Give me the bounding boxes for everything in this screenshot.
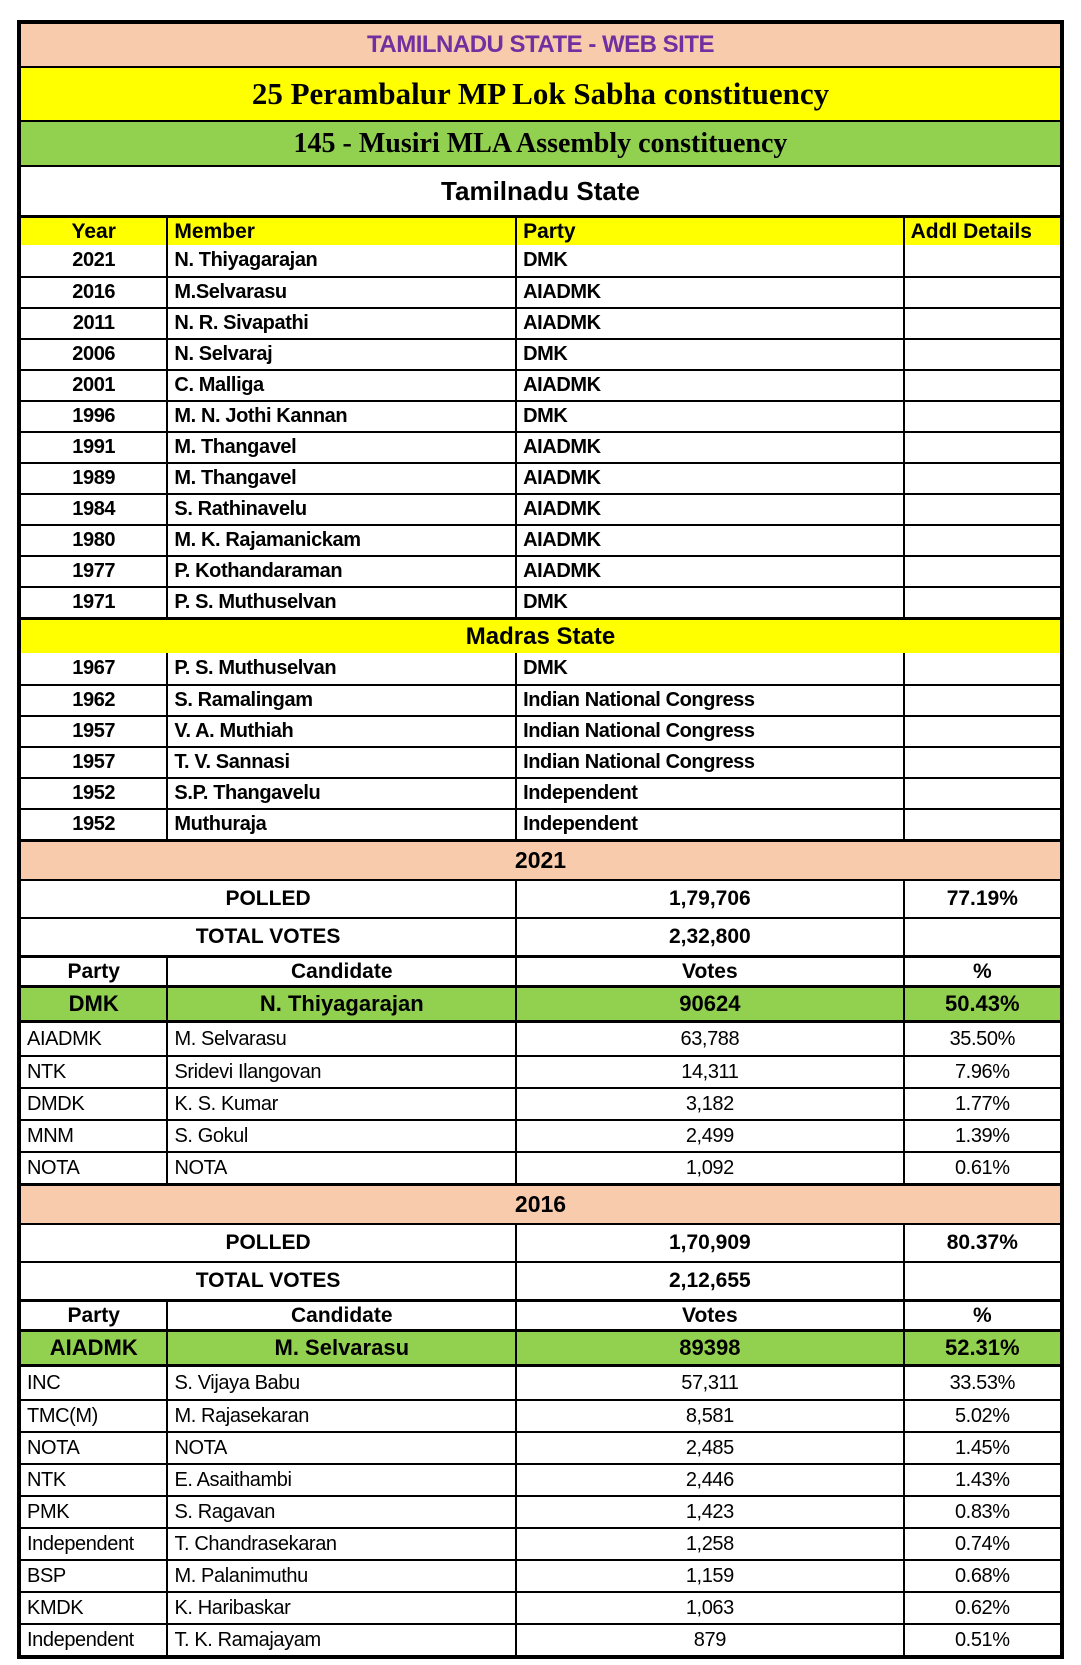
election-2021-banner <box>21 839 1060 879</box>
mp-constituency-title: 25 Perambalur MP Lok Sabha constituency <box>251 76 830 111</box>
addl-details-cell <box>903 278 1060 307</box>
votes-cell: 1,258 <box>515 1529 902 1559</box>
percent-cell: 0.62% <box>903 1593 1060 1623</box>
history-row <box>21 777 1060 808</box>
member-cell: M. Thangavel <box>166 433 515 462</box>
votes-cell: 1,159 <box>515 1561 902 1591</box>
party-cell: Independent <box>515 779 903 808</box>
percent-column-header: % <box>903 958 1060 985</box>
party-column-header: Party <box>67 959 120 983</box>
party-cell: MNM <box>27 1124 74 1147</box>
party-cell: DMK <box>515 653 903 684</box>
member-cell: P. S. Muthuselvan <box>166 653 515 684</box>
result-row <box>21 1055 1060 1087</box>
year-cell: 1996 <box>72 405 116 427</box>
polled-percent: 77.19% <box>903 881 1060 917</box>
year-cell: 1952 <box>72 813 116 835</box>
year-cell: 2011 <box>72 312 115 334</box>
member-cell: M. K. Rajamanickam <box>166 526 515 555</box>
party-cell: AIADMK <box>515 557 903 586</box>
member-cell: M. N. Jothi Kannan <box>166 402 515 431</box>
candidate-cell: S. Gokul <box>166 1121 515 1151</box>
party-cell: AIADMK <box>515 278 903 307</box>
candidate-cell: M. Palanimuthu <box>166 1561 515 1591</box>
member-cell: T. V. Sannasi <box>166 748 515 777</box>
total-votes-value: 2,12,655 <box>515 1263 903 1299</box>
party-column-header: Party <box>67 1303 120 1327</box>
mla-constituency-banner <box>21 120 1060 165</box>
history-row <box>21 369 1060 400</box>
party-cell: NTK <box>27 1468 66 1491</box>
votes-column-header: Votes <box>515 1302 903 1329</box>
candidate-cell: M. Selvarasu <box>166 1023 515 1055</box>
member-cell: N. Selvaraj <box>166 340 515 369</box>
history-row <box>21 524 1060 555</box>
party-cell: AIADMK <box>515 309 903 338</box>
history-row <box>21 431 1060 462</box>
year-cell: 1977 <box>72 560 116 582</box>
votes-cell: 63,788 <box>515 1023 902 1055</box>
member-cell: P. S. Muthuselvan <box>166 588 515 617</box>
year-cell: 1971 <box>72 591 116 613</box>
total-votes-row <box>21 917 1060 955</box>
result-row <box>21 1527 1060 1559</box>
addl-details-cell <box>903 309 1060 338</box>
party-cell: Independent <box>27 1532 134 1555</box>
history-row <box>21 400 1060 431</box>
candidate-cell: E. Asaithambi <box>166 1465 515 1495</box>
addl-details-cell <box>903 653 1060 684</box>
member-cell: V. A. Muthiah <box>166 717 515 746</box>
addl-details-column-header: Addl Details <box>903 218 1060 245</box>
mp-constituency-banner <box>21 66 1060 120</box>
history-row <box>21 276 1060 307</box>
votes-cell: 1,423 <box>515 1497 902 1527</box>
polled-label: POLLED <box>225 887 311 910</box>
winner-votes: 89398 <box>515 1332 903 1364</box>
result-row <box>21 1087 1060 1119</box>
year-cell: 1962 <box>72 689 116 711</box>
site-title-banner <box>21 24 1060 66</box>
results-rows-2016 <box>21 1367 1060 1655</box>
votes-cell: 1,092 <box>515 1153 902 1183</box>
addl-details-cell <box>903 245 1060 276</box>
votes-cell: 57,311 <box>515 1367 902 1399</box>
total-votes-value: 2,32,800 <box>515 919 903 955</box>
result-row <box>21 1023 1060 1055</box>
percent-cell: 1.77% <box>903 1089 1060 1119</box>
party-cell: Indian National Congress <box>515 717 903 746</box>
percent-column-header: % <box>903 1302 1060 1329</box>
member-cell: S.P. Thangavelu <box>166 779 515 808</box>
year-cell: 2006 <box>72 343 116 365</box>
candidate-cell: T. Chandrasekaran <box>166 1529 515 1559</box>
votes-cell: 8,581 <box>515 1401 902 1431</box>
party-cell: Independent <box>515 810 903 839</box>
mla-constituency-title: 145 - Musiri MLA Assembly constituency <box>293 127 788 159</box>
party-cell: AIADMK <box>515 495 903 524</box>
addl-details-cell <box>903 810 1060 839</box>
percent-cell: 1.43% <box>903 1465 1060 1495</box>
member-cell: C. Malliga <box>166 371 515 400</box>
polled-label: POLLED <box>225 1231 311 1254</box>
candidate-cell: K. S. Kumar <box>166 1089 515 1119</box>
candidate-cell: S. Ragavan <box>166 1497 515 1527</box>
votes-cell: 2,499 <box>515 1121 902 1151</box>
candidate-cell: NOTA <box>166 1153 515 1183</box>
total-votes-label: TOTAL VOTES <box>195 1269 341 1292</box>
history-row <box>21 653 1060 684</box>
history-row <box>21 245 1060 276</box>
winner-votes: 90624 <box>515 988 903 1020</box>
polled-votes: 1,70,909 <box>515 1225 903 1261</box>
site-title: TAMILNADU STATE - WEB SITE <box>367 31 714 58</box>
year-cell: 1984 <box>72 498 116 520</box>
history-row <box>21 338 1060 369</box>
election-2016-banner <box>21 1183 1060 1223</box>
party-cell: AIADMK <box>515 464 903 493</box>
result-row <box>21 1119 1060 1151</box>
history-row <box>21 307 1060 338</box>
year-cell: 1957 <box>72 720 116 742</box>
party-cell: AIADMK <box>27 1027 102 1050</box>
year-cell: 2021 <box>72 249 116 271</box>
history-row <box>21 684 1060 715</box>
winner-party: AIADMK <box>49 1335 138 1360</box>
percent-cell: 35.50% <box>903 1023 1060 1055</box>
candidate-column-header: Candidate <box>166 1302 515 1329</box>
history-row <box>21 586 1060 617</box>
winner-candidate: M. Selvarasu <box>166 1332 515 1364</box>
percent-cell: 33.53% <box>903 1367 1060 1399</box>
addl-details-cell <box>903 402 1060 431</box>
result-row <box>21 1559 1060 1591</box>
addl-details-cell <box>903 526 1060 555</box>
year-cell: 1991 <box>72 436 116 458</box>
member-cell: M.Selvarasu <box>166 278 515 307</box>
candidate-cell: S. Vijaya Babu <box>166 1367 515 1399</box>
madras-state-heading <box>21 617 1060 653</box>
party-column-header: Party <box>515 218 903 245</box>
total-votes-label: TOTAL VOTES <box>195 925 341 948</box>
votes-cell: 2,446 <box>515 1465 902 1495</box>
party-cell: Indian National Congress <box>515 748 903 777</box>
result-row <box>21 1591 1060 1623</box>
candidate-cell: T. K. Ramajayam <box>166 1625 515 1655</box>
results-column-header <box>21 1299 1060 1329</box>
member-cell: M. Thangavel <box>166 464 515 493</box>
result-row <box>21 1431 1060 1463</box>
tamilnadu-state-label: Tamilnadu State <box>441 175 640 206</box>
winner-percent: 50.43% <box>903 988 1060 1020</box>
election-year-label: 2021 <box>514 847 567 873</box>
year-cell: 1952 <box>72 782 116 804</box>
percent-cell: 0.83% <box>903 1497 1060 1527</box>
madras-history-rows <box>21 653 1060 839</box>
addl-details-cell <box>903 495 1060 524</box>
result-row <box>21 1399 1060 1431</box>
votes-cell: 1,063 <box>515 1593 902 1623</box>
member-cell: S. Rathinavelu <box>166 495 515 524</box>
winner-party: DMK <box>68 991 119 1016</box>
result-row <box>21 1463 1060 1495</box>
year-cell: 1989 <box>72 467 116 489</box>
party-cell: DMK <box>515 588 903 617</box>
party-cell: PMK <box>27 1500 70 1523</box>
result-row <box>21 1151 1060 1183</box>
percent-cell: 1.45% <box>903 1433 1060 1463</box>
candidate-cell: M. Rajasekaran <box>166 1401 515 1431</box>
polled-row <box>21 1223 1060 1261</box>
polled-row <box>21 879 1060 917</box>
votes-cell: 2,485 <box>515 1433 902 1463</box>
addl-details-cell <box>903 371 1060 400</box>
member-cell: N. R. Sivapathi <box>166 309 515 338</box>
madras-state-label: Madras State <box>465 622 616 650</box>
year-cell: 1980 <box>72 529 116 551</box>
percent-cell: 0.51% <box>903 1625 1060 1655</box>
history-row <box>21 493 1060 524</box>
history-row <box>21 808 1060 839</box>
history-row <box>21 715 1060 746</box>
results-column-header <box>21 955 1060 985</box>
year-cell: 1957 <box>72 751 116 773</box>
candidate-cell: K. Haribaskar <box>166 1593 515 1623</box>
tamilnadu-state-heading <box>21 165 1060 215</box>
year-cell: 2016 <box>72 281 116 303</box>
percent-cell: 0.68% <box>903 1561 1060 1591</box>
total-votes-row <box>21 1261 1060 1299</box>
member-column-header: Member <box>166 218 515 245</box>
winner-percent: 52.31% <box>903 1332 1060 1364</box>
election-year-label: 2016 <box>514 1191 567 1217</box>
result-row <box>21 1623 1060 1655</box>
year-cell: 2001 <box>72 374 116 396</box>
history-row <box>21 746 1060 777</box>
addl-details-cell <box>903 748 1060 777</box>
party-cell: Independent <box>27 1628 134 1651</box>
party-cell: AIADMK <box>515 526 903 555</box>
winner-row <box>21 985 1060 1023</box>
votes-column-header: Votes <box>515 958 903 985</box>
party-cell: AIADMK <box>515 433 903 462</box>
percent-cell: 0.74% <box>903 1529 1060 1559</box>
year-column-header: Year <box>71 219 116 243</box>
votes-cell: 3,182 <box>515 1089 902 1119</box>
history-row <box>21 555 1060 586</box>
party-cell: NTK <box>27 1060 66 1083</box>
addl-details-cell <box>903 433 1060 462</box>
total-votes-empty-cell <box>903 1263 1060 1299</box>
addl-details-cell <box>903 464 1060 493</box>
addl-details-cell <box>903 340 1060 369</box>
addl-details-cell <box>903 717 1060 746</box>
votes-cell: 14,311 <box>515 1057 902 1087</box>
votes-cell: 879 <box>515 1625 902 1655</box>
member-cell: N. Thiyagarajan <box>166 245 515 276</box>
party-cell: NOTA <box>27 1436 80 1459</box>
year-cell: 1967 <box>72 657 116 679</box>
percent-cell: 7.96% <box>903 1057 1060 1087</box>
member-cell: P. Kothandaraman <box>166 557 515 586</box>
candidate-cell: NOTA <box>166 1433 515 1463</box>
party-cell: DMK <box>515 340 903 369</box>
polled-votes: 1,79,706 <box>515 881 903 917</box>
results-rows-2021 <box>21 1023 1060 1183</box>
tamilnadu-history-rows <box>21 245 1060 617</box>
history-column-header <box>21 215 1060 245</box>
constituency-results-table <box>17 20 1064 1659</box>
party-cell: DMK <box>515 402 903 431</box>
result-row <box>21 1495 1060 1527</box>
party-cell: Indian National Congress <box>515 686 903 715</box>
party-cell: BSP <box>27 1564 66 1587</box>
addl-details-cell <box>903 779 1060 808</box>
party-cell: DMK <box>515 245 903 276</box>
winner-row <box>21 1329 1060 1367</box>
candidate-column-header: Candidate <box>166 958 515 985</box>
total-votes-empty-cell <box>903 919 1060 955</box>
member-cell: Muthuraja <box>166 810 515 839</box>
party-cell: KMDK <box>27 1596 84 1619</box>
party-cell: DMDK <box>27 1092 85 1115</box>
result-row <box>21 1367 1060 1399</box>
percent-cell: 1.39% <box>903 1121 1060 1151</box>
percent-cell: 5.02% <box>903 1401 1060 1431</box>
member-cell: S. Ramalingam <box>166 686 515 715</box>
candidate-cell: Sridevi Ilangovan <box>166 1057 515 1087</box>
party-cell: INC <box>27 1371 61 1394</box>
party-cell: AIADMK <box>515 371 903 400</box>
history-row <box>21 462 1060 493</box>
winner-candidate: N. Thiyagarajan <box>166 988 515 1020</box>
polled-percent: 80.37% <box>903 1225 1060 1261</box>
addl-details-cell <box>903 557 1060 586</box>
party-cell: TMC(M) <box>27 1404 98 1427</box>
percent-cell: 0.61% <box>903 1153 1060 1183</box>
addl-details-cell <box>903 686 1060 715</box>
addl-details-cell <box>903 588 1060 617</box>
party-cell: NOTA <box>27 1156 80 1179</box>
